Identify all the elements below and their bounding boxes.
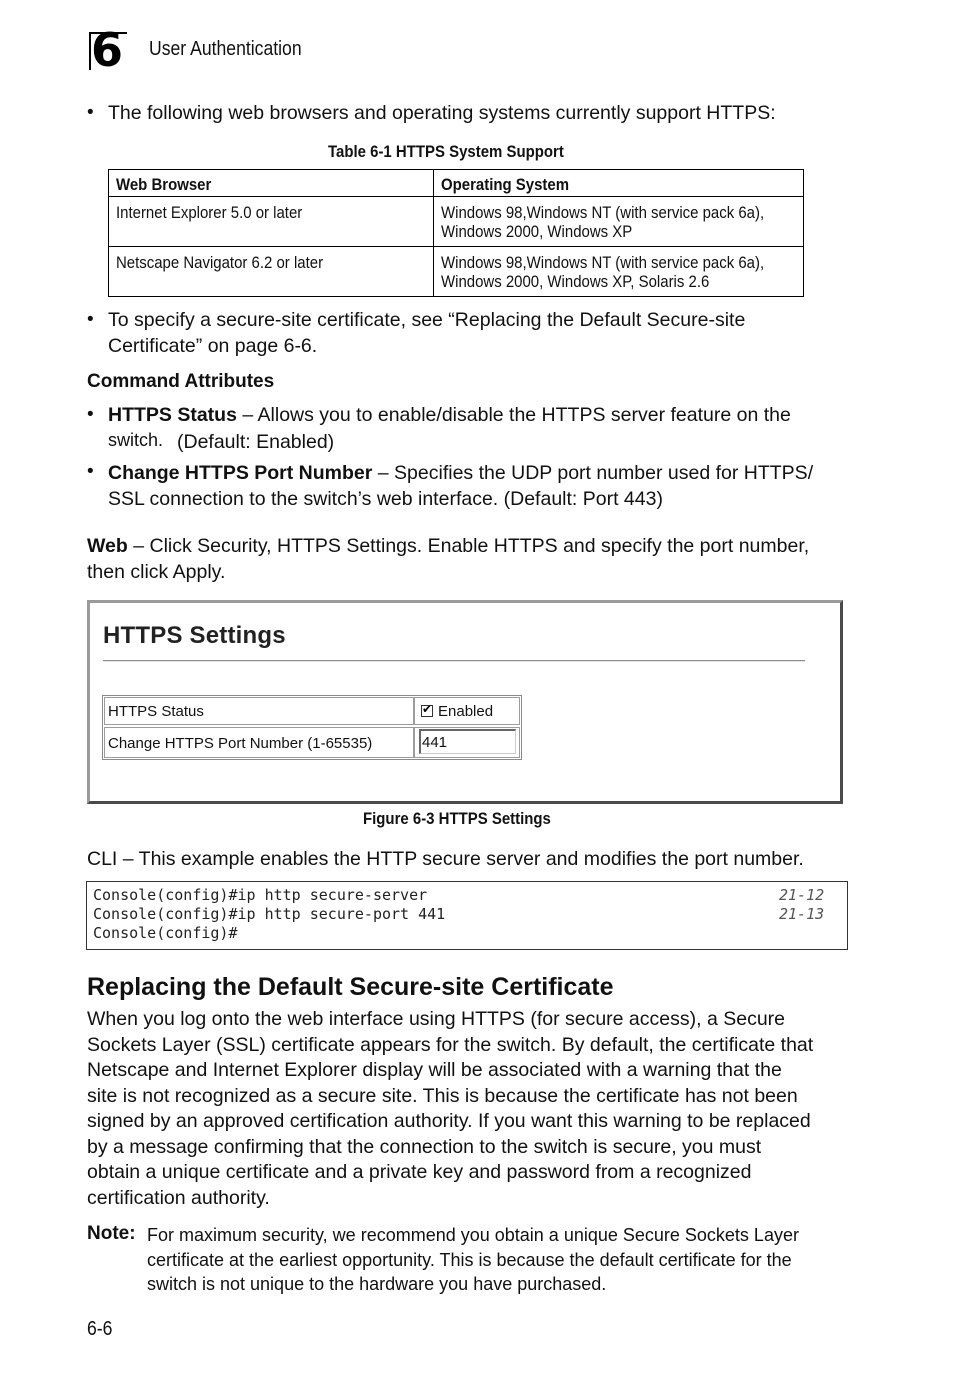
web-term: Web	[87, 535, 128, 557]
https-support-table	[108, 169, 804, 297]
figure-caption: Figure 6-3 HTTPS Settings	[363, 809, 551, 828]
code-line: Console(config)#ip http secure-server	[93, 886, 428, 904]
table-cell-browser: Internet Explorer 5.0 or later	[109, 197, 434, 247]
cli-intro: CLI – This example enables the HTTP secure server and modifies the port number.	[87, 848, 804, 870]
section-heading: Replacing the Default Secure-site Certificate	[87, 973, 614, 1001]
enabled-checkbox[interactable]	[421, 705, 433, 717]
paragraph-line: When you log onto the web interface using HTTPS (for secure access), a Secure	[87, 1008, 786, 1030]
paragraph-line: certification authority.	[87, 1186, 270, 1209]
section-paragraph	[87, 1007, 813, 1211]
port-number-label: Change HTTPS Port Number (1-65535)	[104, 727, 414, 758]
note-label: Note:	[87, 1223, 136, 1244]
table-row	[109, 247, 804, 297]
paragraph-line: Sockets Layer (SSL) certificate appears for the switch. By default, the certificate that	[87, 1033, 814, 1056]
enabled-label: Enabled	[438, 703, 494, 720]
table-caption: Table 6-1 HTTPS System Support	[328, 142, 564, 161]
paragraph-line: signed by an approved certification authority. If you want this warning to be replaced	[87, 1110, 811, 1132]
https-status-label: HTTPS Status	[104, 697, 414, 725]
note-line: certificate at the earliest opportunity. This is because the default certificate for the	[147, 1249, 792, 1270]
port-number-input[interactable]: 441	[419, 729, 516, 754]
code-reference: 21-13	[779, 905, 825, 923]
note-line: For maximum security, we recommend you obtain a unique Secure Sockets Layer	[147, 1225, 799, 1245]
cert-bullet-line1: To specify a secure-site certificate, see “Replacing the Default Secure-site	[108, 309, 746, 331]
web-paragraph-line1: Web – Click Security, HTTPS Settings. Enable HTTPS and specify the port number,	[87, 535, 810, 557]
page-number: 6-6	[87, 1318, 113, 1340]
code-line: Console(config)#	[93, 924, 238, 942]
chapter-number: 6	[91, 23, 124, 77]
bullet-marker: •	[87, 309, 94, 330]
title-divider	[103, 660, 805, 662]
attr-https-status-line2a: switch.	[108, 430, 164, 450]
attr-term: HTTPS Status	[108, 404, 237, 426]
table-row	[109, 197, 804, 247]
table-cell-os: Windows 98,Windows NT (with service pack 6a), Windows 2000, Windows XP	[434, 197, 804, 247]
table-header-row	[109, 170, 804, 197]
https-settings-title: HTTPS Settings	[103, 622, 286, 649]
code-reference: 21-12	[779, 886, 825, 904]
https-status-toggle[interactable]	[414, 697, 520, 725]
paragraph-line: site is not recognized as a secure site. This is because the certificate has not been	[87, 1084, 798, 1107]
cert-bullet-line2: Certificate” on page 6-6.	[108, 335, 318, 357]
table-header-cell: Operating System	[434, 170, 804, 197]
command-attributes-heading: Command Attributes	[87, 371, 275, 392]
table-header-cell: Web Browser	[109, 170, 434, 197]
attr-https-status-line1: HTTPS Status – Allows you to enable/disable the HTTPS server feature on the	[108, 404, 791, 426]
paragraph-line: obtain a unique certificate and a private key and password from a recognized	[87, 1161, 752, 1183]
note-text	[147, 1223, 799, 1297]
note-line: switch is not unique to the hardware you have purchased.	[147, 1274, 607, 1294]
paragraph-line: Netscape and Internet Explorer display will be associated with a warning that the	[87, 1059, 782, 1081]
intro-bullet-text: The following web browsers and operating systems currently support HTTPS:	[108, 102, 776, 124]
bullet-marker: •	[87, 461, 94, 482]
code-line: Console(config)#ip http secure-port 441	[93, 905, 446, 923]
attr-term: Change HTTPS Port Number	[108, 462, 373, 484]
bullet-marker: •	[87, 102, 94, 123]
table-cell-os: Windows 98,Windows NT (with service pack 6a), Windows 2000, Windows XP, Solaris 2.6	[434, 247, 804, 297]
bullet-marker: •	[87, 404, 94, 425]
paragraph-line: by a message confirming that the connection to the switch is secure, you must	[87, 1135, 762, 1158]
web-paragraph-line2: then click Apply.	[87, 561, 226, 583]
chapter-title: User Authentication	[149, 38, 302, 60]
attr-port-line2: SSL connection to the switch’s web interface. (Default: Port 443)	[108, 488, 663, 510]
attr-port-line1: Change HTTPS Port Number – Specifies the UDP port number used for HTTPS/	[108, 462, 814, 484]
table-cell-browser: Netscape Navigator 6.2 or later	[109, 247, 434, 297]
attr-https-status-line2b: (Default: Enabled)	[177, 431, 335, 453]
